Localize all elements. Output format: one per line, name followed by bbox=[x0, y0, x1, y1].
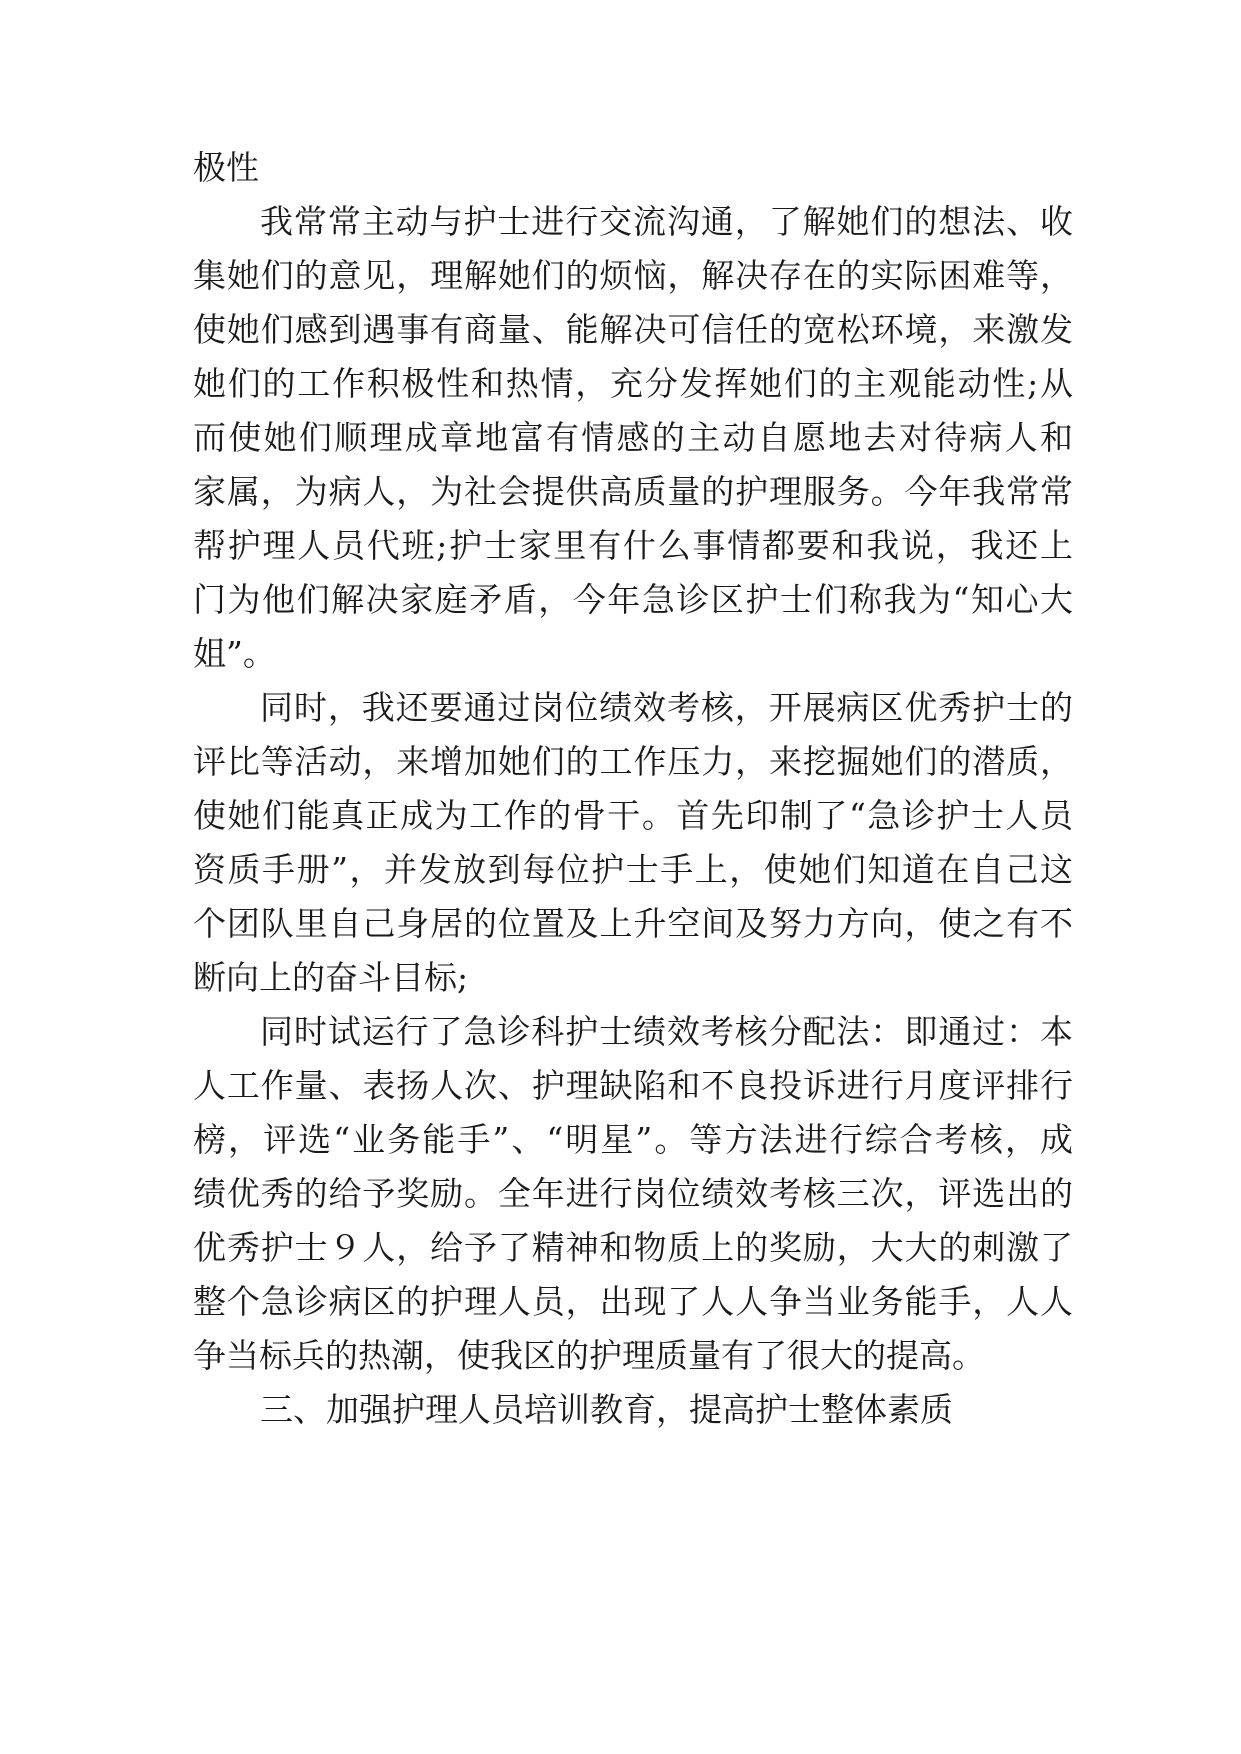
text-line: 门为他们解决家庭矛盾，今年急诊区护士们称我为“知心大 bbox=[193, 580, 1073, 619]
text-line: 集她们的意见，理解她们的烦恼，解决存在的实际困难等， bbox=[193, 256, 1073, 295]
text-line: 争当标兵的热潮，使我区的护理质量有了很大的提高。 bbox=[193, 1336, 985, 1375]
text-line: 评比等活动，来增加她们的工作压力，来挖掘她们的潜质， bbox=[193, 742, 1073, 781]
text-line: 优秀护士９人，给予了精神和物质上的奖励，大大的刺激了 bbox=[193, 1228, 1073, 1267]
section-heading: 三、加强护理人员培训教育，提高护士整体素质 bbox=[260, 1390, 953, 1429]
text-line: 姐”。 bbox=[193, 634, 276, 673]
paragraph-start-line: 同时，我还要通过岗位绩效考核，开展病区优秀护士的 bbox=[260, 688, 1073, 727]
text-line: 使她们能真正成为工作的骨干。首先印制了“急诊护士人员 bbox=[193, 796, 1073, 835]
text-line: 极性 bbox=[193, 148, 259, 187]
text-line: 而使她们顺理成章地富有情感的主动自愿地去对待病人和 bbox=[193, 418, 1073, 457]
paragraph-start-line: 我常常主动与护士进行交流沟通，了解她们的想法、收 bbox=[260, 202, 1073, 241]
text-line: 资质手册”，并发放到每位护士手上，使她们知道在自己这 bbox=[193, 850, 1073, 889]
text-line: 人工作量、表扬人次、护理缺陷和不良投诉进行月度评排行 bbox=[193, 1066, 1073, 1105]
text-line: 使她们感到遇事有商量、能解决可信任的宽松环境，来激发 bbox=[193, 310, 1073, 349]
text-line: 个团队里自己身居的位置及上升空间及努力方向，使之有不 bbox=[193, 904, 1073, 943]
text-line: 整个急诊病区的护理人员，出现了人人争当业务能手，人人 bbox=[193, 1282, 1073, 1321]
text-line: 榜，评选“业务能手”、“明星”。等方法进行综合考核，成 bbox=[193, 1120, 1073, 1159]
text-line: 绩优秀的给予奖励。全年进行岗位绩效考核三次，评选出的 bbox=[193, 1174, 1073, 1213]
text-line: 帮护理人员代班;护士家里有什么事情都要和我说，我还上 bbox=[193, 526, 1073, 565]
text-line: 断向上的奋斗目标; bbox=[193, 958, 469, 997]
paragraph-start-line: 同时试运行了急诊科护士绩效考核分配法：即通过：本 bbox=[260, 1012, 1073, 1051]
text-line: 她们的工作积极性和热情，充分发挥她们的主观能动性;从 bbox=[193, 364, 1073, 403]
text-line: 家属，为病人，为社会提供高质量的护理服务。今年我常常 bbox=[193, 472, 1073, 511]
